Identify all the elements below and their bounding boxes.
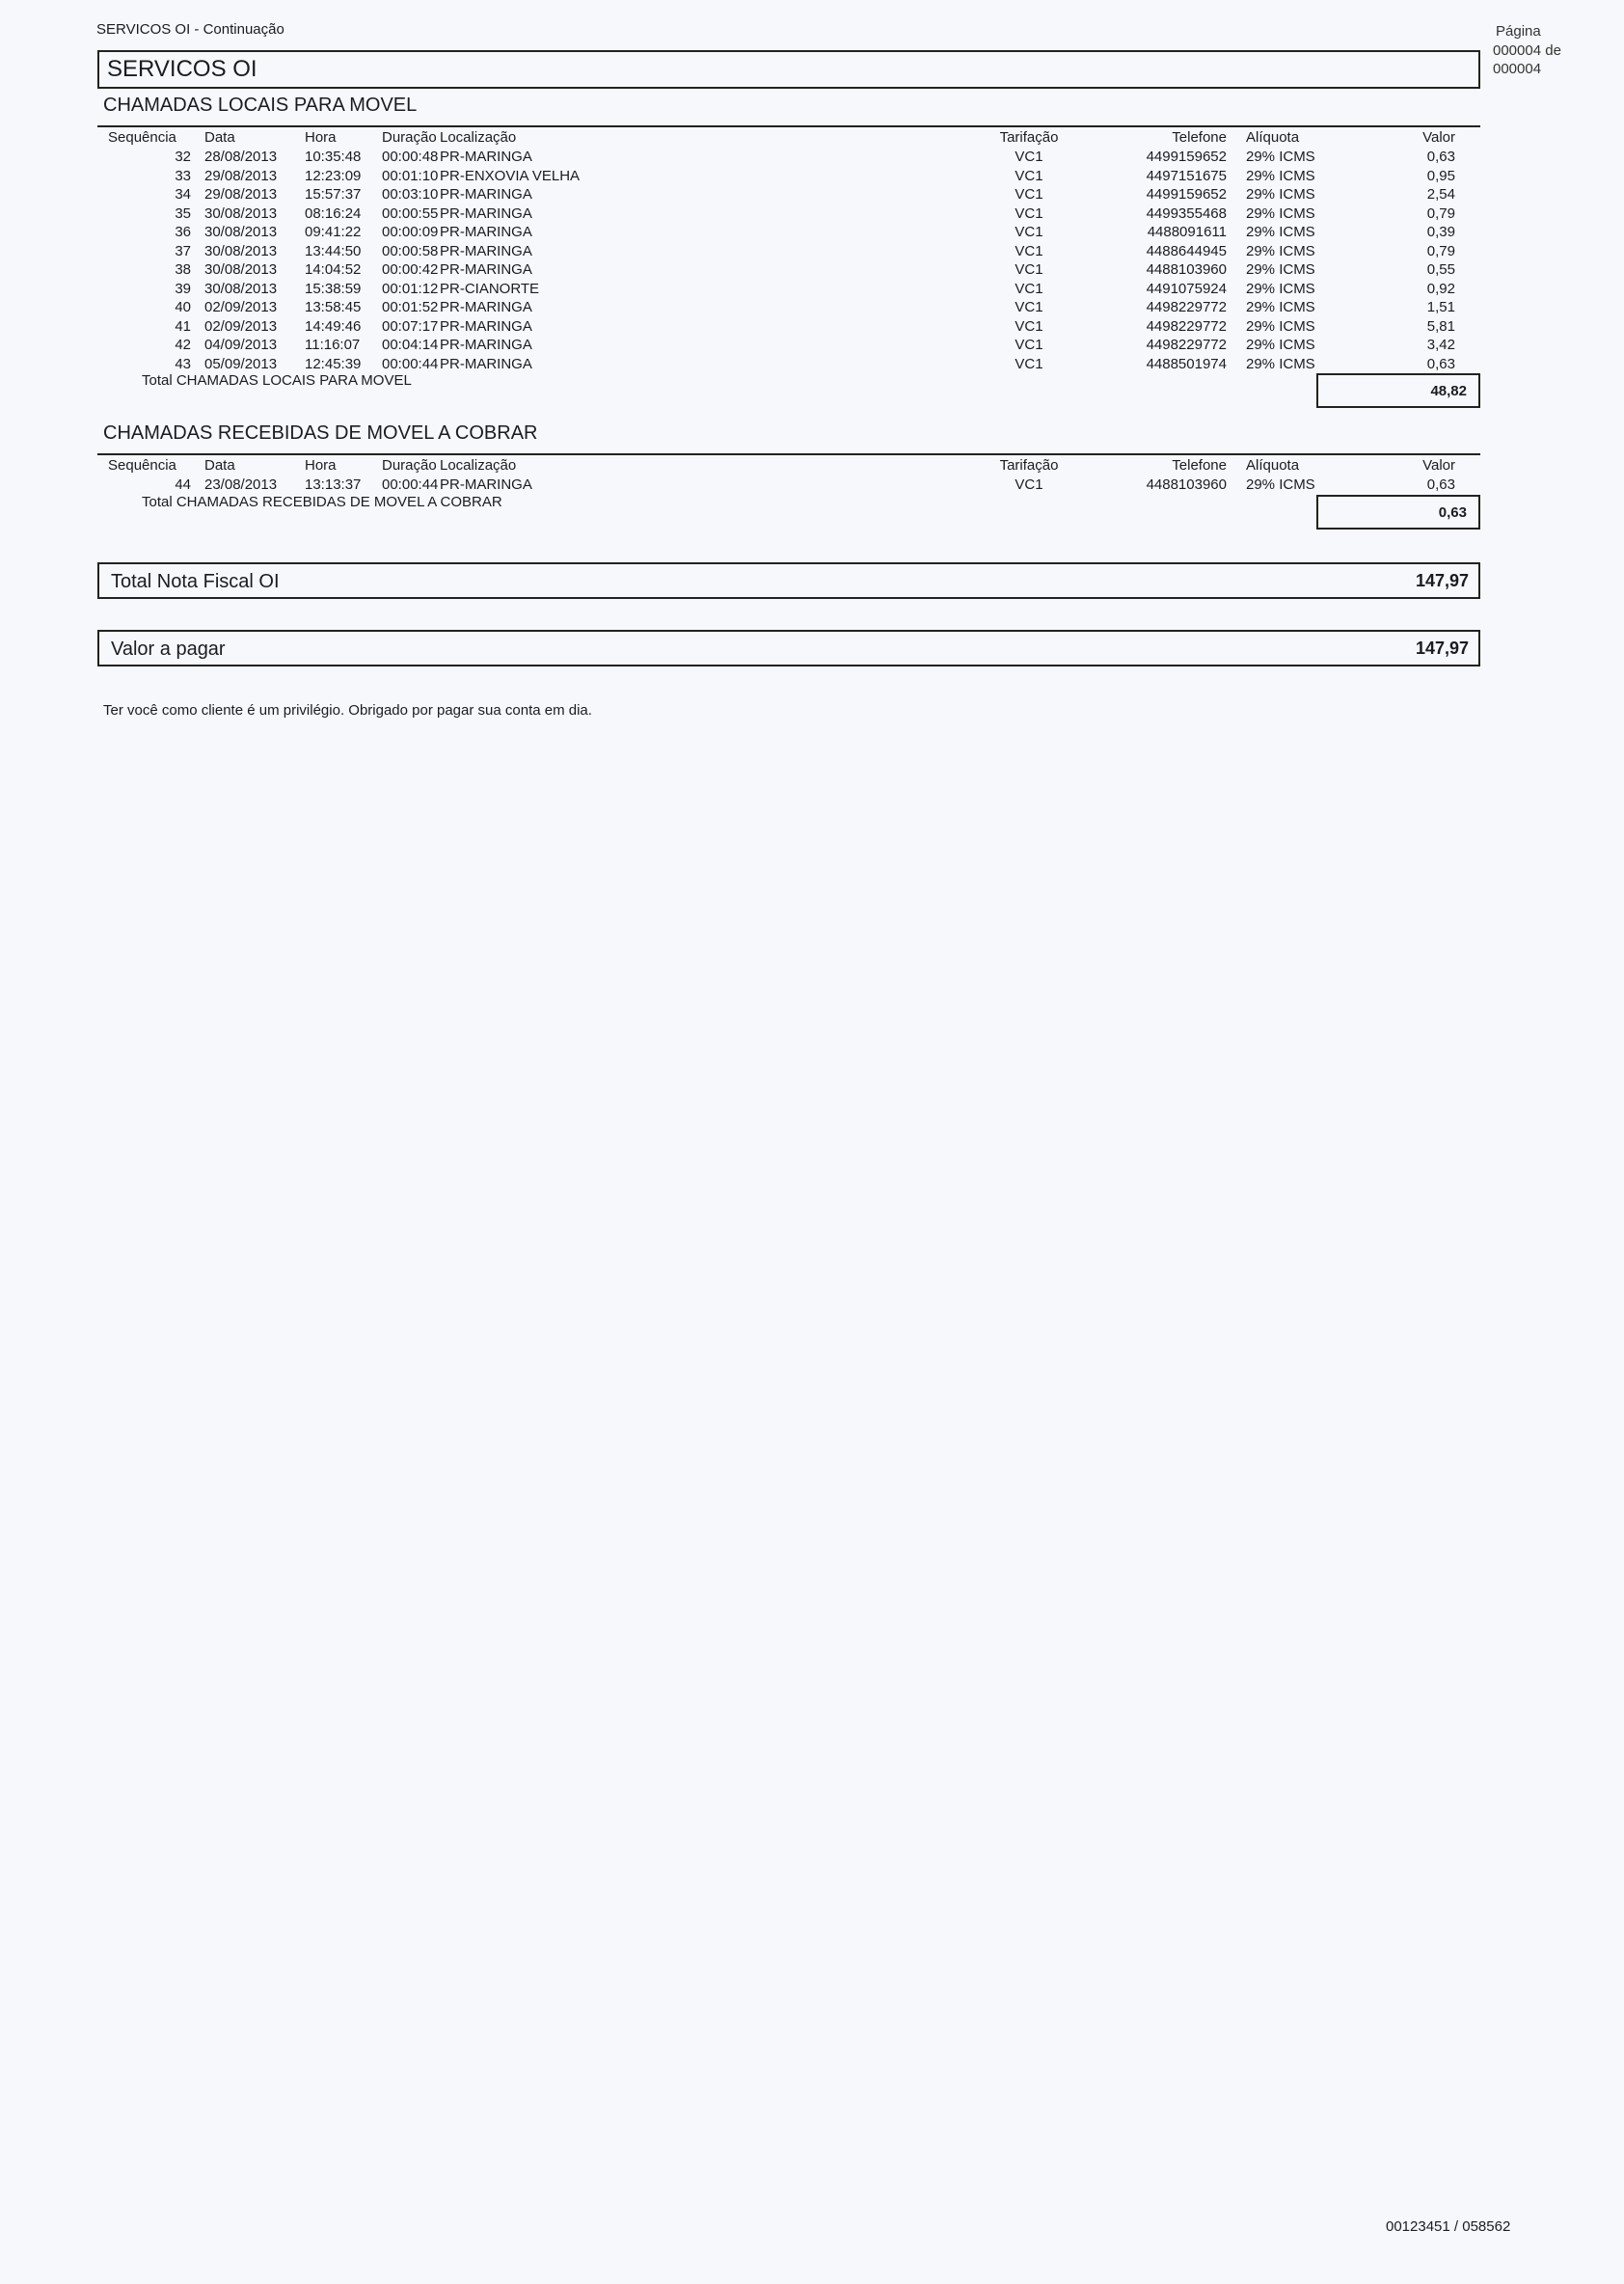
col-valor: Valor (1422, 129, 1455, 146)
cell-telefone: 4488501974 (1146, 355, 1227, 372)
cell-seq: 44 (175, 476, 191, 493)
cell-valor: 3,42 (1426, 337, 1455, 353)
cell-valor: 0,92 (1426, 280, 1455, 297)
cell-localizacao: PR-MARINGA (440, 149, 532, 165)
cell-aliquota: 29% ICMS (1246, 280, 1315, 297)
cell-telefone: 4498229772 (1146, 299, 1227, 315)
cell-hora: 14:49:46 (305, 317, 362, 335)
document-title: SERVICOS OI (107, 56, 257, 82)
table-body-recebidas (108, 476, 1455, 495)
cell-tarifacao: VC1 (1015, 261, 1043, 278)
thank-you-message: Ter você como cliente é um privilégio. Obrigado por pagar sua conta em dia. (103, 702, 592, 719)
cell-duracao: 00:00:55 (382, 204, 439, 222)
cell-tarifacao: VC1 (1015, 337, 1043, 353)
total-value-locais: 48,82 (1430, 383, 1467, 399)
cell-valor: 1,51 (1426, 299, 1455, 315)
cell-duracao: 00:00:58 (382, 242, 439, 259)
page-current: 000004 de (1493, 42, 1561, 59)
col-seq: Sequência (108, 129, 176, 146)
cell-seq: 37 (175, 242, 191, 259)
col-data: Data (204, 129, 235, 146)
col-hora: Hora (305, 129, 337, 146)
table-header-row (108, 128, 1455, 148)
cell-data: 30/08/2013 (204, 242, 278, 259)
table-row (108, 185, 1455, 204)
cell-data: 29/08/2013 (204, 186, 278, 203)
cell-seq: 34 (175, 186, 191, 203)
cell-data: 30/08/2013 (204, 280, 278, 297)
cell-duracao: 00:00:42 (382, 261, 439, 278)
cell-telefone: 4488103960 (1146, 261, 1227, 278)
cell-tarifacao: VC1 (1015, 242, 1043, 259)
table-row (108, 167, 1455, 186)
cell-data: 02/09/2013 (204, 299, 278, 315)
total-nota-fiscal-value: 147,97 (1415, 571, 1469, 590)
total-box-locais (1316, 373, 1480, 408)
table-row (108, 260, 1455, 280)
col-data: Data (204, 457, 235, 474)
cell-valor: 0,39 (1426, 224, 1455, 240)
cell-tarifacao: VC1 (1015, 149, 1043, 165)
cell-seq: 32 (175, 149, 191, 165)
table-header-row (108, 456, 1455, 476)
cell-duracao: 00:00:09 (382, 224, 439, 240)
col-duracao: Duração (382, 457, 437, 474)
cell-hora: 09:41:22 (305, 224, 362, 240)
cell-tarifacao: VC1 (1015, 317, 1043, 335)
cell-telefone: 4497151675 (1146, 167, 1227, 184)
cell-hora: 08:16:24 (305, 204, 362, 222)
cell-duracao: 00:01:12 (382, 280, 439, 297)
col-localizacao: Localização (440, 457, 517, 474)
cell-telefone: 4499355468 (1146, 204, 1227, 222)
cell-seq: 41 (175, 317, 191, 335)
cell-aliquota: 29% ICMS (1246, 261, 1315, 278)
cell-localizacao: PR-MARINGA (440, 355, 532, 372)
cell-hora: 14:04:52 (305, 261, 362, 278)
cell-localizacao: PR-MARINGA (440, 224, 532, 240)
cell-telefone: 4488103960 (1146, 476, 1227, 493)
total-nota-fiscal-label: Total Nota Fiscal OI (111, 571, 280, 592)
cell-tarifacao: VC1 (1015, 299, 1043, 315)
cell-localizacao: PR-MARINGA (440, 476, 532, 493)
col-telefone: Telefone (1172, 129, 1227, 146)
cell-localizacao: PR-MARINGA (440, 317, 532, 335)
cell-data: 23/08/2013 (204, 476, 278, 493)
cell-aliquota: 29% ICMS (1246, 476, 1315, 493)
section-title-locais: CHAMADAS LOCAIS PARA MOVEL (103, 95, 418, 116)
table-row (108, 280, 1455, 299)
cell-telefone: 4498229772 (1146, 317, 1227, 335)
cell-localizacao: PR-MARINGA (440, 186, 532, 203)
cell-seq: 39 (175, 280, 191, 297)
cell-localizacao: PR-MARINGA (440, 261, 532, 278)
cell-aliquota: 29% ICMS (1246, 167, 1315, 184)
cell-telefone: 4488644945 (1146, 242, 1227, 259)
cell-hora: 15:38:59 (305, 280, 362, 297)
cell-tarifacao: VC1 (1015, 204, 1043, 222)
cell-localizacao: PR-CIANORTE (440, 280, 540, 297)
continuation-header: SERVICOS OI - Continuação (96, 21, 284, 38)
cell-data: 30/08/2013 (204, 261, 278, 278)
table-body-locais (108, 148, 1455, 373)
cell-seq: 42 (175, 337, 191, 353)
cell-duracao: 00:00:44 (382, 355, 439, 372)
cell-hora: 11:16:07 (305, 337, 361, 353)
cell-hora: 12:23:09 (305, 167, 362, 184)
col-localizacao: Localização (440, 129, 517, 146)
cell-aliquota: 29% ICMS (1246, 186, 1315, 203)
cell-tarifacao: VC1 (1015, 280, 1043, 297)
col-telefone: Telefone (1172, 457, 1227, 474)
valor-a-pagar-box (97, 630, 1480, 666)
cell-valor: 0,63 (1426, 149, 1455, 165)
table-row (108, 148, 1455, 167)
cell-valor: 0,55 (1426, 261, 1455, 278)
cell-valor: 5,81 (1426, 317, 1455, 335)
table-row (108, 298, 1455, 317)
cell-data: 02/09/2013 (204, 317, 278, 335)
cell-aliquota: 29% ICMS (1246, 355, 1315, 372)
cell-aliquota: 29% ICMS (1246, 337, 1315, 353)
cell-data: 05/09/2013 (204, 355, 278, 372)
cell-aliquota: 29% ICMS (1246, 299, 1315, 315)
total-value-recebidas: 0,63 (1438, 504, 1467, 521)
title-box (97, 50, 1480, 89)
cell-valor: 2,54 (1426, 186, 1455, 203)
col-hora: Hora (305, 457, 337, 474)
cell-seq: 38 (175, 261, 191, 278)
col-seq: Sequência (108, 457, 176, 474)
cell-tarifacao: VC1 (1015, 167, 1043, 184)
cell-data: 30/08/2013 (204, 224, 278, 240)
cell-hora: 15:57:37 (305, 186, 362, 203)
cell-valor: 0,95 (1426, 167, 1455, 184)
cell-data: 29/08/2013 (204, 167, 278, 184)
cell-duracao: 00:01:52 (382, 299, 439, 315)
cell-localizacao: PR-MARINGA (440, 242, 532, 259)
cell-hora: 13:44:50 (305, 242, 362, 259)
calls-table-recebidas (108, 456, 1455, 495)
section-divider (97, 453, 1480, 455)
cell-seq: 33 (175, 167, 191, 184)
cell-aliquota: 29% ICMS (1246, 204, 1315, 222)
total-box-recebidas (1316, 495, 1480, 530)
cell-telefone: 4491075924 (1146, 280, 1227, 297)
col-tarifacao: Tarifação (999, 457, 1059, 474)
cell-localizacao: PR-ENXOVIA VELHA (440, 167, 581, 184)
calls-table-locais (108, 128, 1455, 373)
col-valor: Valor (1422, 457, 1455, 474)
cell-duracao: 00:04:14 (382, 337, 439, 353)
cell-valor: 0,63 (1426, 476, 1455, 493)
table-row (108, 476, 1455, 495)
cell-data: 04/09/2013 (204, 337, 278, 353)
cell-data: 30/08/2013 (204, 204, 278, 222)
cell-aliquota: 29% ICMS (1246, 224, 1315, 240)
page-total: 000004 (1493, 61, 1542, 77)
cell-data: 28/08/2013 (204, 149, 278, 165)
total-nota-fiscal-box (97, 562, 1480, 599)
cell-duracao: 00:00:48 (382, 149, 439, 165)
cell-telefone: 4488091611 (1147, 224, 1227, 240)
cell-aliquota: 29% ICMS (1246, 317, 1315, 335)
table-row (108, 317, 1455, 337)
col-aliquota: Alíquota (1246, 457, 1300, 474)
cell-hora: 13:58:45 (305, 299, 362, 315)
col-aliquota: Alíquota (1246, 129, 1300, 146)
table-row (108, 204, 1455, 224)
cell-tarifacao: VC1 (1015, 355, 1043, 372)
cell-seq: 40 (175, 299, 191, 315)
cell-telefone: 4499159652 (1146, 149, 1227, 165)
cell-seq: 43 (175, 355, 191, 372)
total-label-locais: Total CHAMADAS LOCAIS PARA MOVEL (142, 372, 412, 389)
cell-duracao: 00:07:17 (382, 317, 439, 335)
cell-aliquota: 29% ICMS (1246, 149, 1315, 165)
cell-valor: 0,79 (1426, 204, 1455, 222)
table-row (108, 336, 1455, 355)
table-row (108, 223, 1455, 242)
table-row (108, 355, 1455, 374)
cell-localizacao: PR-MARINGA (440, 337, 532, 353)
cell-valor: 0,79 (1426, 242, 1455, 259)
document-number: 00123451 / 058562 (1386, 2218, 1511, 2235)
section-title-recebidas: CHAMADAS RECEBIDAS DE MOVEL A COBRAR (103, 422, 538, 444)
cell-duracao: 00:00:44 (382, 476, 439, 493)
cell-hora: 12:45:39 (305, 355, 362, 372)
cell-localizacao: PR-MARINGA (440, 204, 532, 222)
cell-seq: 36 (175, 224, 191, 240)
cell-tarifacao: VC1 (1015, 186, 1043, 203)
total-label-recebidas: Total CHAMADAS RECEBIDAS DE MOVEL A COBRAR (142, 494, 502, 510)
col-duracao: Duração (382, 129, 437, 146)
cell-duracao: 00:03:10 (382, 186, 439, 203)
cell-duracao: 00:01:10 (382, 167, 439, 184)
table-row (108, 242, 1455, 261)
cell-aliquota: 29% ICMS (1246, 242, 1315, 259)
page-label: Página (1496, 23, 1541, 40)
cell-telefone: 4499159652 (1146, 186, 1227, 203)
cell-tarifacao: VC1 (1015, 224, 1043, 240)
col-tarifacao: Tarifação (999, 129, 1059, 146)
cell-localizacao: PR-MARINGA (440, 299, 532, 315)
cell-valor: 0,63 (1426, 355, 1455, 372)
valor-a-pagar-value: 147,97 (1415, 639, 1469, 658)
cell-hora: 13:13:37 (305, 476, 362, 493)
valor-a-pagar-label: Valor a pagar (111, 639, 226, 660)
cell-tarifacao: VC1 (1015, 476, 1043, 493)
cell-hora: 10:35:48 (305, 149, 362, 165)
cell-telefone: 4498229772 (1146, 337, 1227, 353)
section-divider (97, 125, 1480, 127)
cell-seq: 35 (175, 204, 191, 222)
